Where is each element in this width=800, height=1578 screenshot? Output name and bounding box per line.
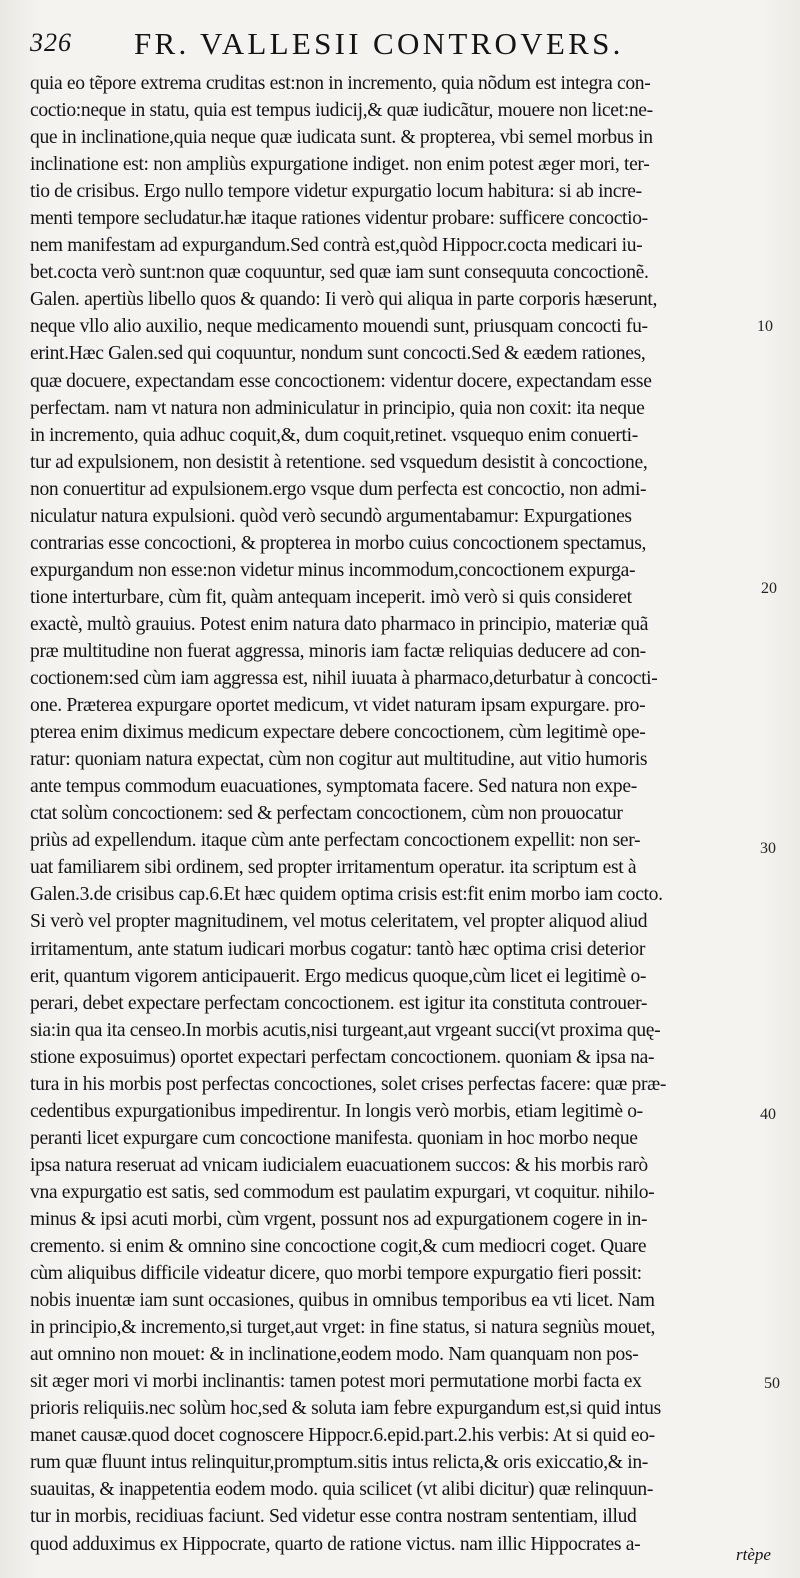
text-line: perfectam. nam vt natura non adminiculatur in principio, quia non coxit: ita neque [30,397,645,419]
text-line: ipsa natura reseruat ad vnicam iudicialem euacuationem succos: & his morbis rarò [30,1154,648,1176]
text-line: expurgandum non esse:non videtur minus incommodum,concoctionem expurga- [30,559,636,581]
margin-line-number: 50 [764,1375,780,1392]
text-line: Si verò vel propter magnitudinem, vel motus celeritatem, vel propter aliquod aliud [30,911,648,933]
text-line: neque vllo alio auxilio, neque medicamento mouendi sunt, priusquam concocti fu- [30,316,648,338]
text-line: suauitas, & inappetentia eodem modo. quia scilicet (vt alibi dicitur) quæ relinquun- [30,1479,654,1501]
text-line: perari, debet expectare perfectam concoctionem. est igitur ita constituta controuer- [30,992,648,1014]
text-line: quia eo tẽpore extrema cruditas est:non in incremento, quia nõdum est integra con- [30,73,651,94]
text-line: nobis inuentæ iam sunt occasiones, quibus in omnibus temporibus ea vti licet. Nam [30,1290,655,1312]
text-line: coctionem:sed cùm iam aggressa est, nihil iuuata à pharmaco,deturbatur à concocti- [30,668,658,690]
text-line: quæ docuere, expectandam esse concoctionem: videntur docere, expectandam esse [30,370,652,392]
text-line: erit, quantum vigorem anticipauerit. Ergo medicus quoque,cùm licet ei legitimè o- [30,965,647,987]
text-line: manet causæ.quod docet cognoscere Hippocr.6.epid.part.2.his verbis: At si quid eo- [30,1425,655,1447]
text-line: quod adduximus ex Hippocrate, quarto de ratione victus. nam illic Hippocrates a- [30,1533,641,1555]
body-text [30,70,766,1558]
margin-line-number: 20 [761,580,777,597]
page-number: 326 [30,28,72,57]
text-line: tione interturbare, cùm fit, quàm antequam inceperit. imò verò si quis consideret [30,586,632,608]
text-line: tur ad expulsionem, non desistit à retentione. sed vsquedum desistit à concoctione, [30,451,648,473]
text-line: exactè, multò grauius. Potest enim natura dato pharmaco in principio, materiæ quã [30,613,649,635]
text-line: prioris reliquiis.nec solùm hoc,sed & soluta iam febre expurgandum est,si quid intus [30,1398,661,1420]
text-line: in incremento, quia adhuc coquit,&, dum coquit,retinet. vsquequo enim conuerti- [30,424,638,446]
text-line: non conuertitur ad expulsionem.ergo vsque dum perfecta est concoctio, non admi- [30,478,647,500]
text-line: præ multitudine non fuerat aggressa, minoris iam factæ reliquias deducere ad con- [30,640,646,662]
text-line: contrarias esse concoctioni, & propterea in morbo cuius concoctionem spectamus, [30,532,647,554]
text-line: tio de crisibus. Ergo nullo tempore videtur expurgatio locum habitura: si ab incre- [30,181,642,203]
text-line: Galen. apertiùs libello quos & quando: Ii verò qui aliqua in parte corporis hæserunt, [30,289,658,311]
text-line: bet.cocta verò sunt:non quæ coquuntur, sed quæ iam sunt consequuta concoctionẽ. [30,262,649,284]
text-line: priùs ad expellendum. itaque cùm ante perfectam concoctionem expellit: non ser- [30,830,641,852]
margin-line-number: 40 [760,1106,776,1123]
text-line: nem manifestam ad expurgandum.Sed contrà est,quòd Hippocr.cocta medicari iu- [30,235,643,257]
text-line: cremento. si enim & omnino sine concoctione cogit,& cum mediocri coget. Quare [30,1236,647,1258]
text-line: ratur: quoniam natura expectat, cùm non cogitur aut multitudine, aut vitio humoris [30,749,648,771]
running-head: FR. VALLESII CONTROVERS. [134,26,624,61]
text-line: ctat solùm concoctionem: sed & perfectam concoctionem, cùm non prouocatur [30,803,623,825]
text-line: ante tempus commodum euacuationes, symptomata facere. Sed natura non expe- [30,776,637,798]
page-header [30,26,730,66]
margin-line-number: 30 [760,840,776,857]
text-line: erint.Hæc Galen.sed qui coquuntur, nondum sunt concocti.Sed & eædem rationes, [30,343,646,365]
text-line: tur in morbis, recidiuas faciunt. Sed videtur esse contra nostram sententiam, illud [30,1506,637,1528]
text-line: pterea enim diximus medicum expectare debere concoctionem, cùm legitimè ope- [30,722,646,744]
margin-line-number: 10 [757,318,773,335]
text-line: cùm aliquibus difficile videatur dicere, quo morbi tempore expurgatio fieri possit: [30,1263,642,1285]
text-line: sia:in qua ita censeo.In morbis acutis,nisi turgeant,aut vrgeant succi(vt proxima quę- [30,1019,661,1041]
text-line: peranti licet expurgare cum concoctione manifesta. quoniam in hoc morbo neque [30,1127,638,1149]
text-line: sit æger mori vi morbi inclinantis: tamen potest mori permutatione morbi facta ex [30,1371,642,1393]
catchword: rtèpe [736,1545,771,1564]
text-line: uat familiarem sibi ordinem, sed propter irritamentum operatur. ita scriptum est à [30,857,637,879]
text-line: inclinatione est: non ampliùs expurgatione indiget. non enim potest æger mori, ter- [30,154,650,176]
text-line: vna expurgatio est satis, sed commodum est paulatim expurgari, vt coquitur. nihilo- [30,1181,655,1203]
text-line: irritamentum, ante statum iudicari morbus cogatur: tantò hæc optima crisi deterior [30,938,645,960]
text-line: cedentibus expurgationibus impedirentur. In longis verò morbis, etiam legitimè o- [30,1100,643,1122]
text-line: stione exposuimus) oportet expectari perfectam concoctionem. quoniam & ipsa na- [30,1046,655,1068]
text-line: coctio:neque in statu, quia est tempus iudicij,& quæ iudicãtur, mouere non licet:ne- [30,100,653,122]
text-line: Galen.3.de crisibus cap.6.Et hæc quidem optima crisis est:fit enim morbo iam cocto. [30,884,663,906]
text-line: in principio,& incremento,si turget,aut vrget: in fine status, si natura segniùs mouet, [30,1317,656,1339]
text-line: one. Præterea expurgare oportet medicum, vt videt naturam ipsam expurgare. pro- [30,695,646,717]
text-line: aut omnino non mouet: & in inclinatione,eodem modo. Nam quanquam non pos- [30,1344,639,1366]
text-line: niculatur natura expulsioni. quòd verò secundò argumentabamur: Expurgationes [30,505,632,527]
text-line: minus & ipsi acuti morbi, cùm vrgent, possunt nos ad expurgationem cogere in in- [30,1208,648,1230]
text-line: menti tempore secludatur.hæ itaque rationes videntur probare: sufficere concoctio- [30,208,648,230]
text-line: tura in his morbis post perfectas concoctiones, solet crises perfectas facere: quæ præ- [30,1073,667,1095]
text-line: que in inclinatione,quia neque quæ iudicata sunt. & propterea, vbi semel morbus in [30,127,653,149]
text-line: rum quæ fluunt intus relinquitur,promptum.sitis intus relicta,& oris exiccatio,& in- [30,1452,648,1474]
